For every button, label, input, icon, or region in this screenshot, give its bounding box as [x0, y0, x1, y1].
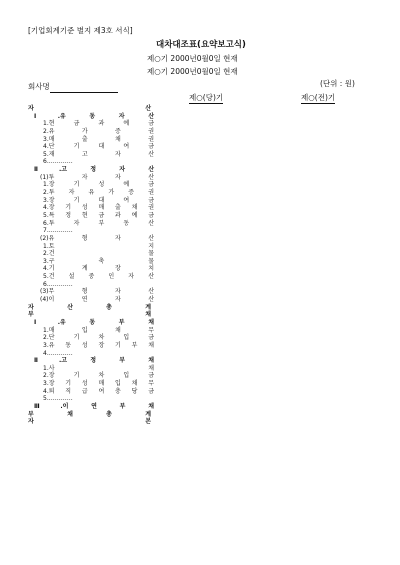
- balance-sheet-row: [0, 227, 400, 235]
- column-header-prior-period: 제○(전)기: [301, 93, 336, 102]
- subsection-heading: (3)무 형 자 산: [40, 288, 154, 296]
- line-item: 3.장 기 성 매 입 채 무: [43, 380, 154, 388]
- statement-heading: 자 산: [28, 105, 151, 112]
- balance-sheet-row: [0, 350, 400, 358]
- form-label: [기업회계기준 별지 제3호 서식]: [28, 26, 133, 35]
- statement-heading: 자 본: [28, 418, 151, 426]
- line-item: 4.퇴 직 급 여 충 당 금: [43, 387, 154, 395]
- line-item: 2.유 가 증 권: [43, 127, 154, 135]
- balance-sheet-row: [0, 250, 400, 258]
- balance-sheet-row: [0, 380, 400, 388]
- balance-sheet-row: [0, 372, 400, 380]
- line-item-placeholder: 7.…………: [43, 227, 73, 235]
- line-item: 6.투 자 부 동 산: [43, 219, 154, 227]
- line-item: 2.장 기 차 입 금: [43, 372, 154, 380]
- line-item: 2.건 물: [43, 250, 154, 258]
- balance-sheet-row: [0, 388, 400, 396]
- balance-sheet-row: [0, 166, 400, 174]
- line-item: 4.단 기 대 여 금: [43, 143, 154, 151]
- line-item: 3.유 동 성 장 기 부 채: [43, 341, 154, 349]
- balance-sheet-row: [0, 342, 400, 350]
- balance-sheet-row: [0, 395, 400, 403]
- balance-sheet-row: [0, 273, 400, 281]
- line-item-placeholder: 5.…………: [43, 395, 73, 403]
- prior-period-date: 제○기 2000년0월0일 현재: [147, 67, 238, 76]
- statement-heading: 자 산 총 계: [28, 303, 151, 311]
- balance-sheet-row: [0, 311, 400, 319]
- balance-sheet-row: [0, 288, 400, 296]
- line-item-placeholder: 6.…………: [43, 280, 73, 288]
- line-item-placeholder: 6.…………: [43, 158, 73, 166]
- balance-sheet-row: [0, 128, 400, 136]
- subsection-heading: (2)유 형 자 산: [40, 234, 154, 242]
- line-item: 1.현 금 과 예 금: [43, 120, 154, 128]
- subsection-heading: (4)이 연 자 산: [40, 296, 154, 304]
- line-item: 3.매 출 채 권: [43, 135, 154, 143]
- section-heading: Ⅰ.유 동 자 산: [34, 112, 154, 120]
- unit-label: (단위 : 원): [320, 79, 355, 88]
- balance-sheet-row: [0, 143, 400, 151]
- balance-sheet-row: [0, 120, 400, 128]
- line-item: 3.장 기 대 여 금: [43, 196, 154, 204]
- line-item: 2.단 기 차 입 금: [43, 334, 154, 342]
- line-item: 5.특 정 현 금 과 예 금: [43, 211, 154, 219]
- document-title: 대차대조표(요약보고식): [156, 40, 246, 50]
- balance-sheet-row: [0, 220, 400, 228]
- balance-sheet-row: [0, 158, 400, 166]
- current-period-date: 제○기 2000년0월0일 현재: [147, 54, 238, 63]
- line-item: 2.투 자 유 가 증 권: [43, 189, 154, 197]
- statement-heading: 부 채 총 계: [28, 410, 151, 418]
- line-item: 1.장 기 성 예 금: [43, 181, 154, 189]
- balance-sheet-row: [0, 357, 400, 365]
- section-heading: Ⅰ.유 동 부 채: [34, 318, 154, 326]
- subsection-heading: (1)투 자 자 산: [40, 173, 154, 181]
- section-heading: Ⅲ.이 연 부 채: [34, 402, 154, 410]
- balance-sheet-lines: [0, 105, 400, 426]
- line-item: 1.토 지: [43, 242, 154, 250]
- line-item: 5.건 설 중 인 자 산: [43, 273, 154, 281]
- balance-sheet-row: [0, 403, 400, 411]
- balance-sheet-row: [0, 418, 400, 426]
- balance-sheet-row: [0, 105, 400, 113]
- balance-sheet-row: [0, 265, 400, 273]
- balance-sheet-row: [0, 296, 400, 304]
- statement-heading: 부 채: [28, 311, 151, 319]
- balance-sheet-row: [0, 189, 400, 197]
- balance-sheet-row: [0, 334, 400, 342]
- line-item: 4.장 기 성 매 출 채 권: [43, 204, 154, 212]
- balance-sheet-row: [0, 181, 400, 189]
- line-item-placeholder: 4.…………: [43, 349, 73, 357]
- column-header-current-period: 제○(당)기: [189, 93, 224, 102]
- company-name-label: 회사명: [28, 82, 50, 91]
- line-item: 1.매 입 채 무: [43, 326, 154, 334]
- section-heading: Ⅱ.고 정 부 채: [34, 357, 154, 365]
- balance-sheet-row: [0, 204, 400, 212]
- balance-sheet-row: [0, 212, 400, 220]
- company-name-underline: [50, 92, 118, 93]
- balance-sheet-row: [0, 151, 400, 159]
- line-item: 1.사 채: [43, 364, 154, 372]
- line-item: 5.재 고 자 산: [43, 150, 154, 158]
- section-heading: Ⅱ.고 정 자 산: [34, 166, 154, 174]
- line-item: 4.기 계 장 치: [43, 265, 154, 273]
- balance-sheet-row: [0, 319, 400, 327]
- balance-sheet-row: [0, 235, 400, 243]
- line-item: 3.구 축 물: [43, 257, 154, 265]
